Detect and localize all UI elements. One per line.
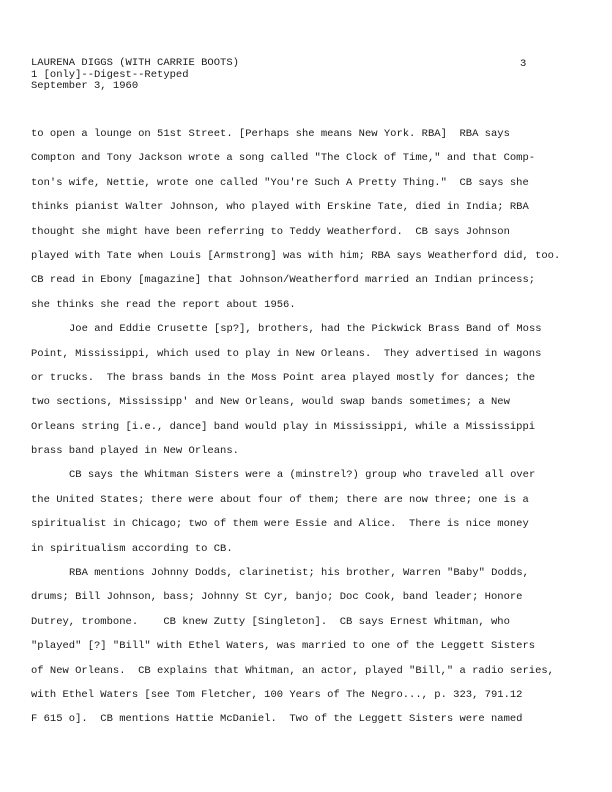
document-header	[31, 58, 239, 93]
text-line: of New Orleans. CB explains that Whitman, an actor, played "Bill," a radio series,	[31, 664, 554, 677]
page-number: 3	[520, 58, 527, 70]
text-line: she thinks she read the report about 1956.	[31, 298, 296, 311]
text-line: "played" [?] "Bill" with Ethel Waters, was married to one of the Leggett Sisters	[31, 640, 536, 653]
text-line: brass band played in New Orleans.	[31, 445, 239, 458]
text-line: thought she might have been referring to Teddy Weatherford. CB says Johnson	[31, 225, 510, 238]
text-line: Dutrey, trombone. CB knew Zutty [Singleton]. CB says Ernest Whitman, who	[31, 615, 510, 628]
text-line: spiritualist in Chicago; two of them were Essie and Alice. There is nice money	[31, 518, 529, 531]
text-line: in spiritualism according to CB.	[31, 542, 233, 555]
text-line: or trucks. The brass bands in the Moss Point area played mostly for dances; the	[31, 371, 536, 384]
text-line: ton's wife, Nettie, wrote one called "You're Such A Pretty Thing." CB says she	[31, 176, 529, 189]
text-line: with Ethel Waters [see Tom Fletcher, 100 Years of The Negro..., p. 323, 791.12	[31, 688, 523, 701]
text-line: Joe and Eddie Crusette [sp?], brothers, had the Pickwick Brass Band of Moss	[69, 323, 542, 336]
text-line: F 615 o]. CB mentions Hattie McDaniel. Two of the Leggett Sisters were named	[31, 713, 523, 726]
header-subtitle: 1 [only]--Digest--Retyped	[31, 68, 189, 81]
text-line: CB read in Ebony [magazine] that Johnson/Weatherford married an Indian princess;	[31, 274, 536, 287]
header-title: LAURENA DIGGS (WITH CARRIE BOOTS)	[31, 57, 239, 69]
text-line: to open a lounge on 51st Street. [Perhaps she means New York. RBA] RBA says	[31, 128, 510, 140]
text-line: played with Tate when Louis [Armstrong] was with him; RBA says Weatherford did, too.	[31, 249, 561, 262]
text-line: Compton and Tony Jackson wrote a song called "The Clock of Time," and that Comp-	[31, 152, 536, 165]
text-line: drums; Bill Johnson, bass; Johnny St Cyr, banjo; Doc Cook, band leader; Honore	[31, 591, 523, 604]
text-line: the United States; there were about four of them; there are now three; one is a	[31, 493, 529, 506]
text-line: RBA mentions Johnny Dodds, clarinetist; his brother, Warren "Baby" Dodds,	[69, 567, 529, 580]
header-date: September 3, 1960	[31, 80, 139, 92]
text-line: Orleans string [i.e., dance] band would play in Mississippi, while a Mississippi	[31, 420, 536, 433]
text-line: Point, Mississippi, which used to play in New Orleans. They advertised in wagons	[31, 347, 542, 360]
text-line: two sections, Mississipp' and New Orleans, would swap bands sometimes; a New	[31, 396, 510, 409]
text-line: CB says the Whitman Sisters were a (minstrel?) group who traveled all over	[69, 469, 536, 482]
text-line: thinks pianist Walter Johnson, who played with Erskine Tate, died in India; RBA	[31, 201, 529, 214]
document-body	[31, 122, 561, 732]
